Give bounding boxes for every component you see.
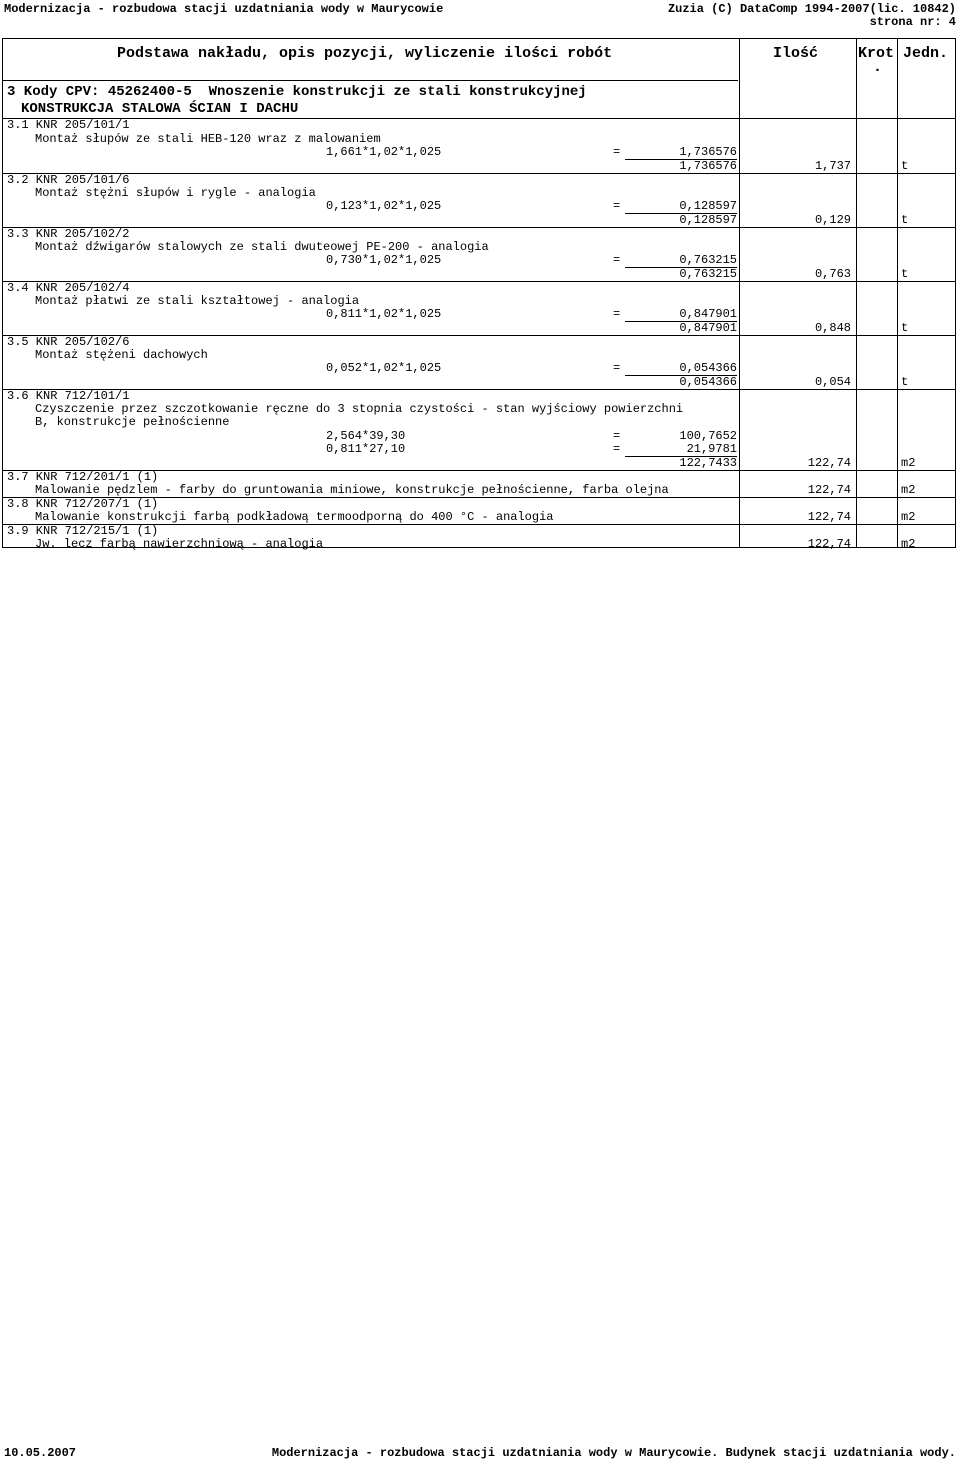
header-project-title: Modernizacja - rozbudowa stacji uzdatniania wody w Maurycowie <box>4 2 444 16</box>
item-quantity: 0,763 <box>814 267 851 281</box>
item-unit: t <box>901 321 909 335</box>
item-code: 3.1 KNR 205/101/1 <box>7 118 130 132</box>
row-divider <box>3 335 955 336</box>
item-code: 3.3 KNR 205/102/2 <box>7 227 130 241</box>
calc-value: 1,736576 <box>625 146 737 160</box>
calc-sum: 0,054366 <box>679 375 737 389</box>
col-header-krot-dot: . <box>873 59 883 76</box>
calc-sum: 122,7433 <box>679 456 737 470</box>
calc-value: 0,847901 <box>625 308 737 322</box>
section-subtitle: KONSTRUKCJA STALOWA ŚCIAN I DACHU <box>21 101 299 117</box>
item-quantity: 122,74 <box>807 510 851 524</box>
section-title: 3 Kody CPV: 45262400-5 Wnoszenie konstrukcji ze stali konstrukcyjnej <box>7 84 587 100</box>
calc-equals: = <box>613 442 621 456</box>
item-unit: m2 <box>901 510 916 524</box>
item-unit: m2 <box>901 456 916 470</box>
calc-sum: 1,736576 <box>679 159 737 173</box>
calc-value: 100,7652 <box>679 429 737 443</box>
item-description: Malowanie konstrukcji farbą podkładową termoodporną do 400 °C - analogia <box>35 510 554 524</box>
calc-equals: = <box>613 361 621 375</box>
item-unit: t <box>901 267 909 281</box>
col-header-quantity: Ilość <box>773 45 819 62</box>
item-quantity: 122,74 <box>807 456 851 470</box>
calc-value: 0,128597 <box>625 200 737 214</box>
col-header-krot: Krot <box>858 45 895 62</box>
col-header-description: Podstawa nakładu, opis pozycji, wyliczenie ilości robót <box>117 45 613 62</box>
row-divider <box>3 227 955 228</box>
calc-value: 21,9781 <box>625 443 737 457</box>
calc-equals: = <box>613 145 621 159</box>
item-description: Jw. lecz farbą nawierzchniową - analogia <box>35 537 324 551</box>
row-divider <box>3 389 955 390</box>
item-code: 3.4 KNR 205/102/4 <box>7 281 130 295</box>
item-code: 3.8 KNR 712/207/1 (1) <box>7 497 159 511</box>
item-description: Montaż płatwi ze stali kształtowej - analogia <box>35 294 360 308</box>
section-divider <box>3 118 955 119</box>
calc-sum: 0,763215 <box>679 267 737 281</box>
calc-value: 0,054366 <box>625 362 737 376</box>
item-code: 3.6 KNR 712/101/1 <box>7 389 130 403</box>
item-unit: t <box>901 213 909 227</box>
footer-date: 10.05.2007 <box>4 1446 77 1460</box>
item-quantity: 122,74 <box>807 483 851 497</box>
item-description: Montaż słupów ze stali HEB-120 wraz z malowaniem <box>35 132 381 146</box>
calc-equals: = <box>613 199 621 213</box>
item-quantity: 0,129 <box>814 213 851 227</box>
item-code: 3.9 KNR 712/215/1 (1) <box>7 524 159 538</box>
item-quantity: 0,054 <box>814 375 851 389</box>
calc-expression: 0,730*1,02*1,025 <box>326 253 442 267</box>
header-software-info: Zuzia (C) DataComp 1994-2007(lic. 10842) <box>667 2 956 16</box>
item-code: 3.5 KNR 205/102/6 <box>7 335 130 349</box>
item-unit: m2 <box>901 537 916 551</box>
cost-table <box>2 38 956 551</box>
item-description: Malowanie pędzlem - farby do gruntowania miniowe, konstrukcje pełnościenne, farba olejna <box>35 483 669 497</box>
header-divider <box>3 80 738 81</box>
calc-expression: 0,811*27,10 <box>326 442 406 456</box>
item-unit: t <box>901 159 909 173</box>
item-description-cont: B, konstrukcje pełnościenne <box>35 415 230 429</box>
item-code: 3.2 KNR 205/101/6 <box>7 173 130 187</box>
item-description: Montaż stężni słupów i rygle - analogia <box>35 186 316 200</box>
footer-title: Modernizacja - rozbudowa stacji uzdatniania wody w Maurycowie. Budynek stacji uzdatniania wody. <box>271 1446 956 1460</box>
calc-equals: = <box>613 307 621 321</box>
page-footer <box>4 1446 956 1460</box>
item-code: 3.7 KNR 712/201/1 (1) <box>7 470 159 484</box>
calc-expression: 0,052*1,02*1,025 <box>326 361 442 375</box>
calc-sum: 0,128597 <box>679 213 737 227</box>
calc-expression: 0,811*1,02*1,025 <box>326 307 442 321</box>
calc-equals: = <box>613 253 621 267</box>
header-page-number: strona nr: 4 <box>869 15 956 29</box>
calc-expression: 2,564*39,30 <box>326 429 406 443</box>
item-quantity: 0,848 <box>814 321 851 335</box>
col-header-unit: Jedn. <box>903 45 949 62</box>
item-description: Montaż stężeni dachowych <box>35 348 208 362</box>
item-unit: m2 <box>901 483 916 497</box>
item-quantity: 122,74 <box>807 537 851 551</box>
page-header <box>4 2 956 30</box>
calc-expression: 1,661*1,02*1,025 <box>326 145 442 159</box>
calc-value: 0,763215 <box>625 254 737 268</box>
item-unit: t <box>901 375 909 389</box>
calc-equals: = <box>613 429 621 443</box>
row-divider <box>3 173 955 174</box>
item-description: Czyszczenie przez szczotkowanie ręczne do 3 stopnia czystości - stan wyjściowy powierzchni <box>35 402 684 416</box>
row-divider <box>3 281 955 282</box>
item-description: Montaż dźwigarów stalowych ze stali dwuteowej PE-200 - analogia <box>35 240 489 254</box>
calc-sum: 0,847901 <box>679 321 737 335</box>
item-quantity: 1,737 <box>814 159 851 173</box>
calc-expression: 0,123*1,02*1,025 <box>326 199 442 213</box>
